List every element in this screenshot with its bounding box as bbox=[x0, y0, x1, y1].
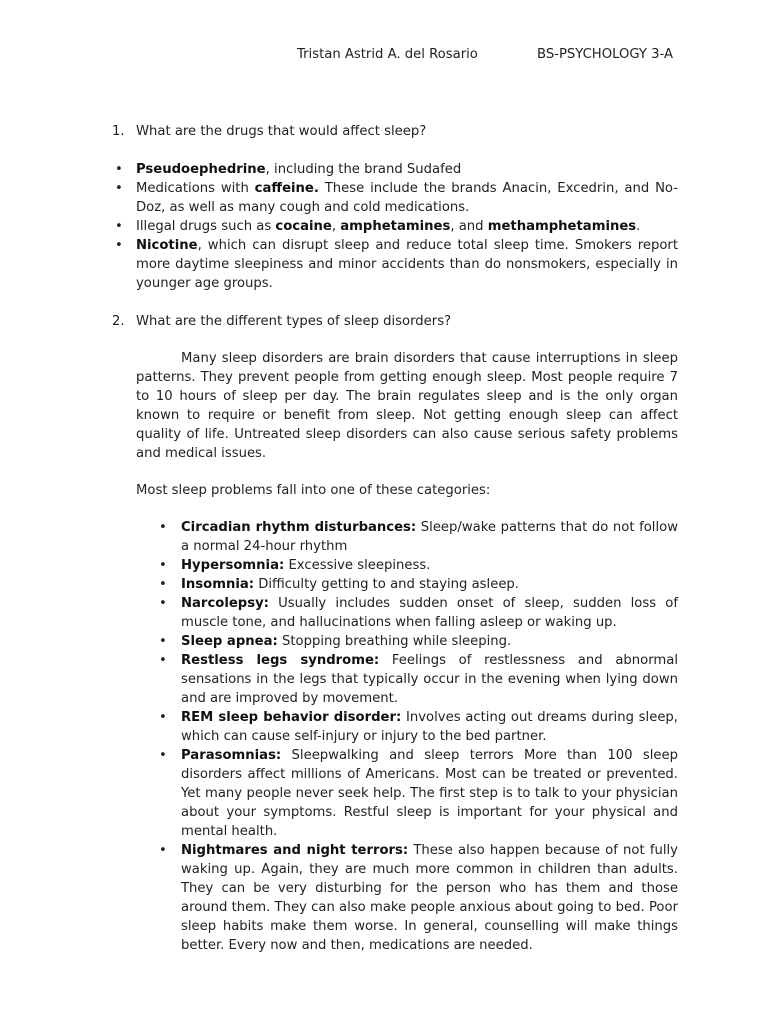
drug-description: These include the brands Anacin, Excedrin, and No-Doz, as well as many cough and cold medications. bbox=[136, 181, 679, 215]
course-section: BS-PSYCHOLOGY 3-A bbox=[537, 47, 674, 62]
question-number: 2. bbox=[112, 314, 125, 329]
body-paragraph: Many sleep disorders are brain disorders that cause interruptions in sleep patterns. They prevent people from getting enough sleep. Most people require 7 to 10 hours of sleep per day. The brain regulates sleep and is the only organ known to require or benefit from sleep. Not getting enough sleep can affect quality of life. Untreated sleep disorders can also cause serious safety problems and medical issues. bbox=[136, 351, 678, 461]
drug-name: caffeine. bbox=[254, 181, 319, 196]
disorder-term: Sleep apnea: bbox=[181, 634, 278, 649]
list-item bbox=[112, 236, 678, 293]
bullet-icon: • bbox=[159, 577, 167, 592]
page-header bbox=[0, 45, 768, 65]
list-item bbox=[159, 594, 678, 632]
question-text: What are the drugs that would affect sleep? bbox=[136, 124, 427, 139]
list-item bbox=[159, 632, 678, 651]
question-text: What are the different types of sleep disorders? bbox=[136, 314, 452, 329]
disorder-term: Parasomnias: bbox=[181, 748, 282, 763]
bullet-icon: • bbox=[159, 748, 167, 763]
drug-name: methamphetamines bbox=[487, 219, 637, 234]
drug-name: cocaine bbox=[275, 219, 332, 234]
item-prefix: Illegal drugs such as bbox=[136, 219, 276, 234]
disorder-description: These also happen because of not fully waking up. Again, they are much more common in children than adults. They can be very disturbing for the person who has them and those around them. They can also make people anxious about going to bed. Poor sleep habits make them worse. In general, counselling will make things better. Every now and then, medications are needed. bbox=[181, 843, 678, 953]
categories-intro: Most sleep problems fall into one of these categories: bbox=[136, 483, 491, 498]
bullet-icon: • bbox=[159, 520, 167, 535]
disorder-term: Hypersomnia: bbox=[181, 558, 285, 573]
bullet-icon: • bbox=[159, 710, 167, 725]
drug-description: , including the brand Sudafed bbox=[265, 162, 462, 177]
disorder-term: Nightmares and night terrors: bbox=[181, 843, 409, 858]
bullet-icon: • bbox=[115, 162, 123, 177]
bullet-icon: • bbox=[159, 653, 167, 668]
list-item bbox=[159, 651, 678, 708]
list-item bbox=[159, 841, 678, 955]
drug-name: Nicotine bbox=[136, 238, 198, 253]
sleep-disorder-list bbox=[159, 518, 678, 955]
disorder-term: Narcolepsy: bbox=[181, 596, 269, 611]
list-item bbox=[159, 556, 678, 575]
list-item bbox=[159, 518, 678, 556]
disorder-description: Usually includes sudden onset of sleep, sudden loss of muscle tone, and hallucinations when falling asleep or waking up. bbox=[181, 596, 678, 630]
disorder-term: Insomnia: bbox=[181, 577, 255, 592]
bullet-icon: • bbox=[115, 219, 123, 234]
bullet-icon: • bbox=[115, 238, 123, 253]
separator-text: , bbox=[331, 219, 341, 234]
item-prefix: Medications with bbox=[136, 181, 255, 196]
disorder-description: Sleep/wake patterns that do not follow a normal 24-hour rhythm bbox=[181, 520, 678, 554]
drug-description: . bbox=[636, 219, 641, 234]
disorder-description: Feelings of restlessness and abnormal sensations in the legs that typically occur in the evening when lying down and are improved by movement. bbox=[181, 653, 678, 706]
drug-description: , which can disrupt sleep and reduce total sleep time. Smokers report more daytime sleepiness and minor accidents than do nonsmokers, especially in younger age groups. bbox=[136, 238, 678, 291]
drug-list bbox=[112, 160, 678, 293]
list-item bbox=[112, 179, 678, 217]
question-number: 1. bbox=[112, 124, 125, 139]
bullet-icon: • bbox=[159, 634, 167, 649]
bullet-icon: • bbox=[159, 596, 167, 611]
disorder-description: Excessive sleepiness. bbox=[284, 558, 431, 573]
list-item bbox=[112, 160, 678, 179]
disorder-description: Sleepwalking and sleep terrors More than 100 sleep disorders affect millions of Americans. Most can be treated or prevented. Yet many people never seek help. The first step is to talk to your physician about your symptoms. Restful sleep is important for your physical and mental health. bbox=[181, 748, 678, 839]
disorder-description: Difficulty getting to and staying asleep. bbox=[254, 577, 519, 592]
disorder-term: Circadian rhythm disturbances: bbox=[181, 520, 417, 535]
list-item bbox=[112, 217, 678, 236]
separator-text: , and bbox=[450, 219, 488, 234]
list-item bbox=[159, 708, 678, 746]
disorder-term: REM sleep behavior disorder: bbox=[181, 710, 402, 725]
disorder-description: Stopping breathing while sleeping. bbox=[277, 634, 512, 649]
bullet-icon: • bbox=[159, 843, 167, 858]
list-item bbox=[159, 575, 678, 594]
drug-name: Pseudoephedrine bbox=[136, 162, 266, 177]
bullet-icon: • bbox=[159, 558, 167, 573]
bullet-icon: • bbox=[115, 181, 123, 196]
disorder-term: Restless legs syndrome: bbox=[181, 653, 380, 668]
drug-name: amphetamines bbox=[340, 219, 451, 234]
student-name: Tristan Astrid A. del Rosario bbox=[297, 47, 478, 62]
list-item bbox=[159, 746, 678, 841]
disorder-description: Involves acting out dreams during sleep, which can cause self-injury or injury to the bed partner. bbox=[181, 710, 678, 744]
